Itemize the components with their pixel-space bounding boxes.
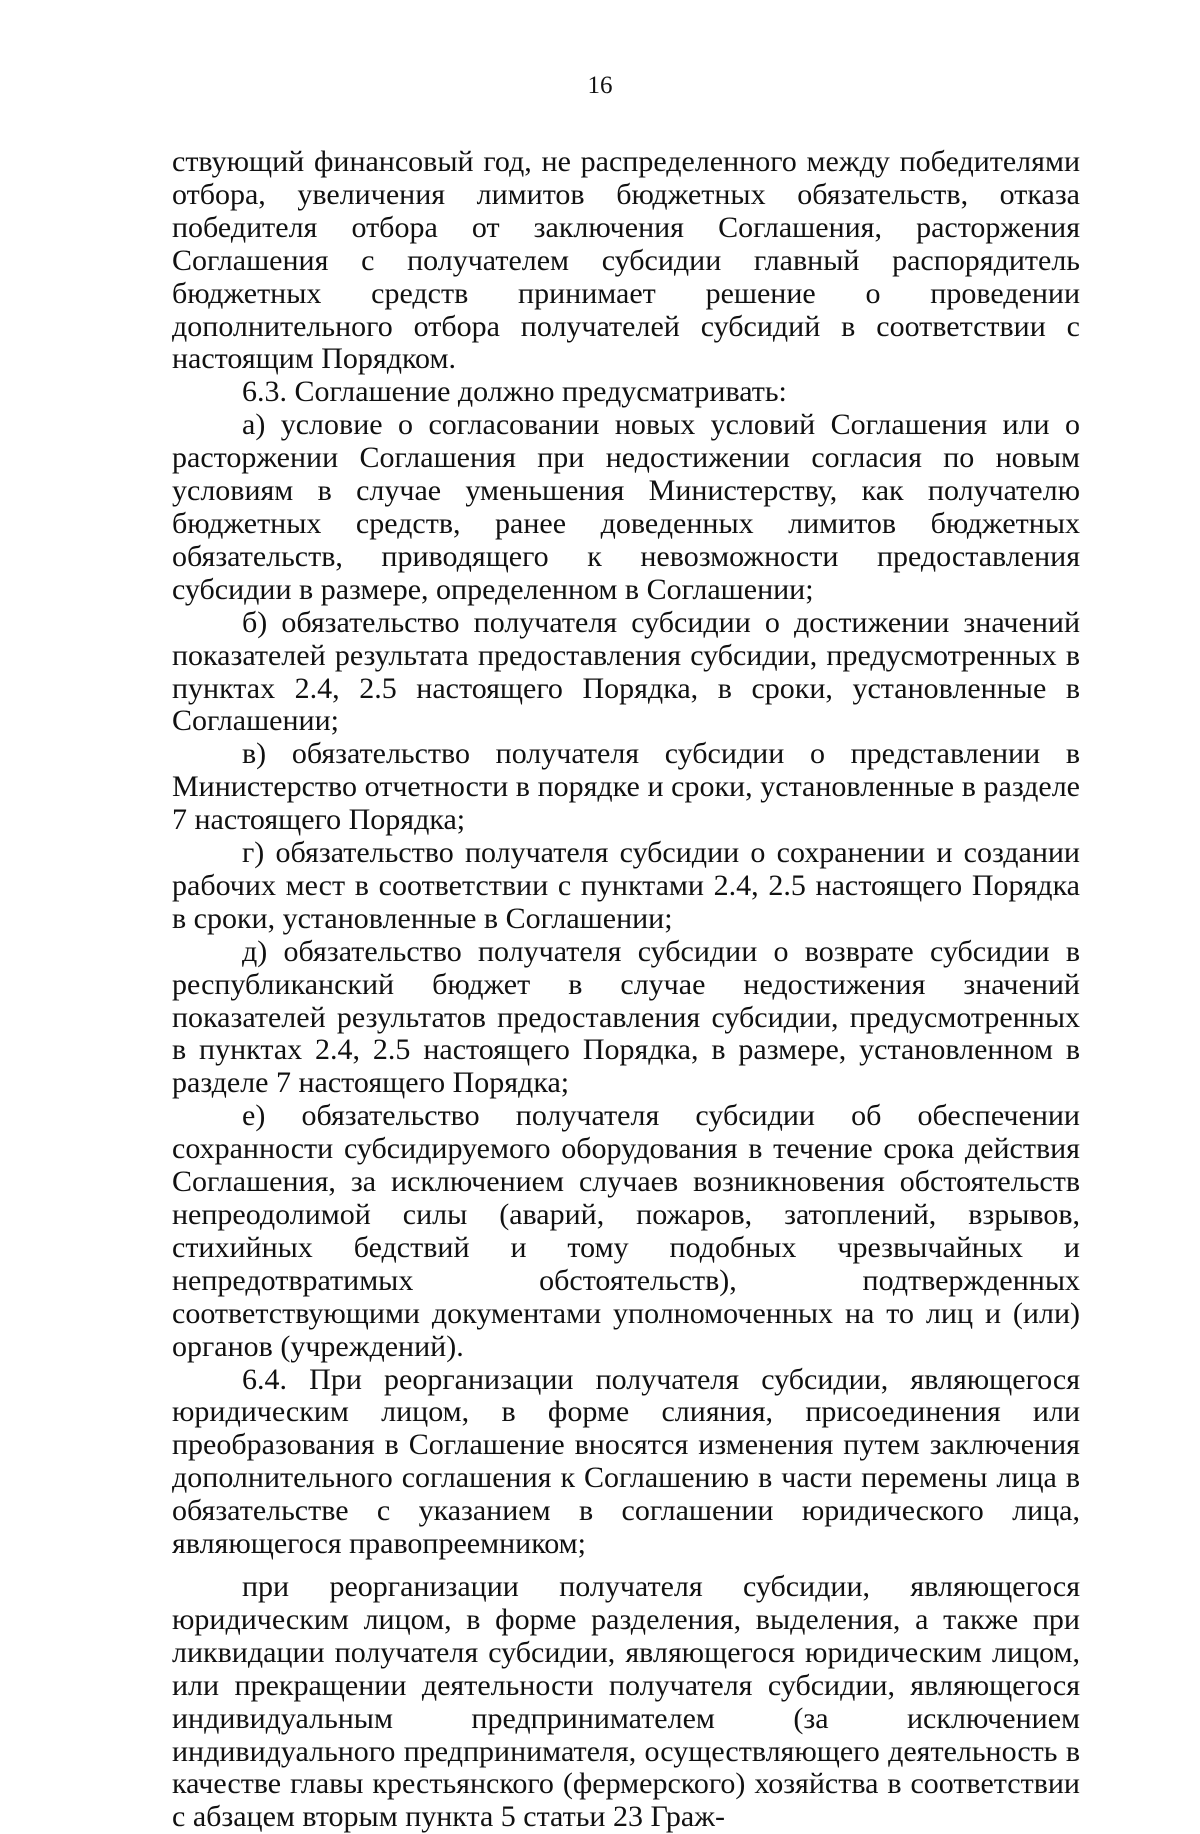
paragraph-6-3: 6.3. Соглашение должно предусматривать: [242, 375, 787, 409]
document-body [172, 146, 1080, 1834]
paragraph-6-3-d: д) обязательство получателя субсидии о возврате субсидии в республиканский бюджет в случае недостижения значений показателей результатов предоставления субсидии, предусмотренных в пунктах 2.4, 2.5 настоящего Порядка, в размере, установленном в разделе 7 настоящего Порядка; [172, 934, 1080, 1100]
paragraph-6-4: 6.4. При реорганизации получателя субсидии, являющегося юридическим лицом, в форме слияния, присоединения или преобразования в Соглашение вносятся изменения путем заключения дополнительного соглашения к Соглашению в части перемены лица в обязательстве с указанием в соглашении юридического лица, являющегося правопреемником; [172, 1362, 1080, 1561]
paragraph-6-3-a: а) условие о согласовании новых условий Соглашения или о расторжении Соглашения при недостижении согласия по новым условиям в случае уменьшения Министерству, как получателю бюджетных средств, ранее доведенных лимитов бюджетных обязательств, приводящего к невозможности предоставления субсидии в размере, определенном в Соглашении; [172, 408, 1080, 606]
paragraph-continuation: ствующий финансовый год, не распределенного между победителями отбора, увеличения лимитов бюджетных обязательств, отказа победителя отбора от заключения Соглашения, расторжения Соглашения с получателем субсидии главный распорядитель бюджетных средств принимает решение о проведении дополнительного отбора получателей субсидий в соответствии с настоящим Порядком. [172, 145, 1080, 376]
paragraph-6-3-e: е) обязательство получателя субсидии об обеспечении сохранности субсидируемого оборудования в течение срока действия Соглашения, за исключением случаев возникновения обстоятельств непреодолимой силы (аварий, пожаров, затоплений, взрывов, стихийных бедствий и тому подобных чрезвычайных и непредотвратимых обстоятельств), подтвержденных соответствующими документами уполномоченных на то лиц и (или) органов (учреждений). [172, 1099, 1080, 1363]
paragraph-6-4-reorganization: при реорганизации получателя субсидии, являющегося юридическим лицом, в форме разделения, выделения, а также при ликвидации получателя субсидии, являющегося юридическим лицом, или прекращении деятельности получателя субсидии, являющегося индивидуальным предпринимателем (за исключением индивидуального предпринимателя, осуществляющего деятельность в качестве главы крестьянского (фермерского) хозяйства в соответствии с абзацем вторым пункта 5 статьи 23 Граж- [172, 1569, 1080, 1834]
page-number: 16 [587, 72, 613, 99]
paragraph-6-3-g: г) обязательство получателя субсидии о сохранении и создании рабочих мест в соответствии с пунктами 2.4, 2.5 настоящего Порядка в сроки, установленные в Соглашении; [172, 836, 1080, 935]
paragraph-6-3-v: в) обязательство получателя субсидии о представлении в Министерство отчетности в порядке и сроки, установленные в разделе 7 настоящего Порядка; [172, 737, 1080, 837]
paragraph-6-3-b: б) обязательство получателя субсидии о достижении значений показателей результата предоставления субсидии, предусмотренных в пунктах 2.4, 2.5 настоящего Порядка, в сроки, установленные в Соглашении; [172, 605, 1080, 738]
